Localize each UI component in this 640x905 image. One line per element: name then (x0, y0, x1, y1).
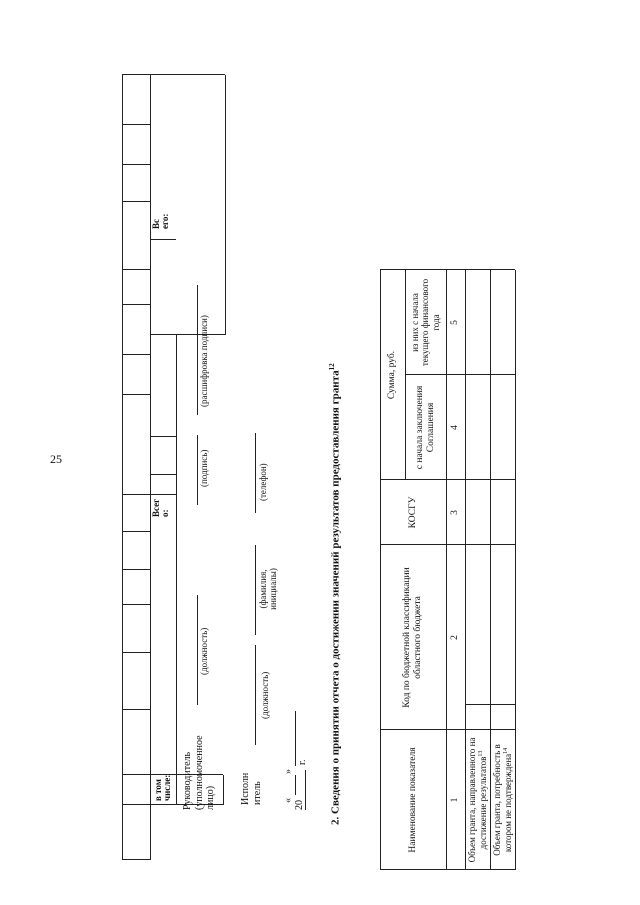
col-number-2: 2 (450, 635, 461, 640)
executor-phone-caption: (телефон) (258, 463, 268, 501)
position-caption: (должность) (199, 627, 209, 675)
row-label: Объем гранта, потребность в котором не подтверждена (492, 744, 513, 856)
row-label: Объем гранта, направленного на достижение результатов (467, 737, 488, 863)
section2-title-text: 2. Сведения о принятии отчета о достижении значений результатов предоставления гранта (329, 370, 342, 825)
total-label-1: Всег о: (151, 498, 171, 517)
executor-position-caption: (должность) (260, 671, 270, 719)
page-number: 25 (50, 452, 62, 466)
row-footnote: 14 (502, 747, 509, 754)
col-number-3: 3 (450, 510, 461, 515)
section2-title (328, 363, 342, 825)
header-budget-code: Код по бюджетной классификации областного бюджета (402, 567, 423, 708)
executor-label: Исполн итель (240, 772, 263, 805)
date-quote-open: « (283, 798, 294, 803)
date-year-suffix: г. (297, 759, 308, 765)
col-number-1: 1 (450, 797, 461, 803)
row-footnote: 13 (477, 750, 484, 757)
date-year-prefix: 20 (294, 800, 305, 810)
col-number-5: 5 (450, 320, 461, 325)
signature-decode-caption: (расшифровка подписи) (199, 315, 209, 407)
header-from-agreement-start: с начала заключения Соглашения (414, 385, 436, 470)
executor-name-caption: (фамилия, инициалы) (258, 568, 279, 610)
header-sum: Сумма, руб. (387, 350, 398, 400)
date-quote-close: » (283, 769, 294, 774)
section2-title-footnote: 12 (328, 363, 336, 371)
col-number-4: 4 (450, 425, 461, 430)
in-total-label: в том числе: (153, 774, 173, 801)
table-row-grant-unconfirmed (491, 733, 515, 867)
header-from-year-start: из них с начала текущего финансового года (409, 278, 441, 367)
header-kosgu: КОСГУ (407, 496, 418, 529)
head-label: Руководитель (уполномоченное лицо) (182, 735, 216, 810)
table-row-grant-used (466, 733, 490, 867)
total-label-2: Вс его: (151, 213, 171, 229)
signature-caption: (подпись) (199, 449, 209, 487)
header-indicator-name: Наименование показателя (407, 747, 418, 853)
